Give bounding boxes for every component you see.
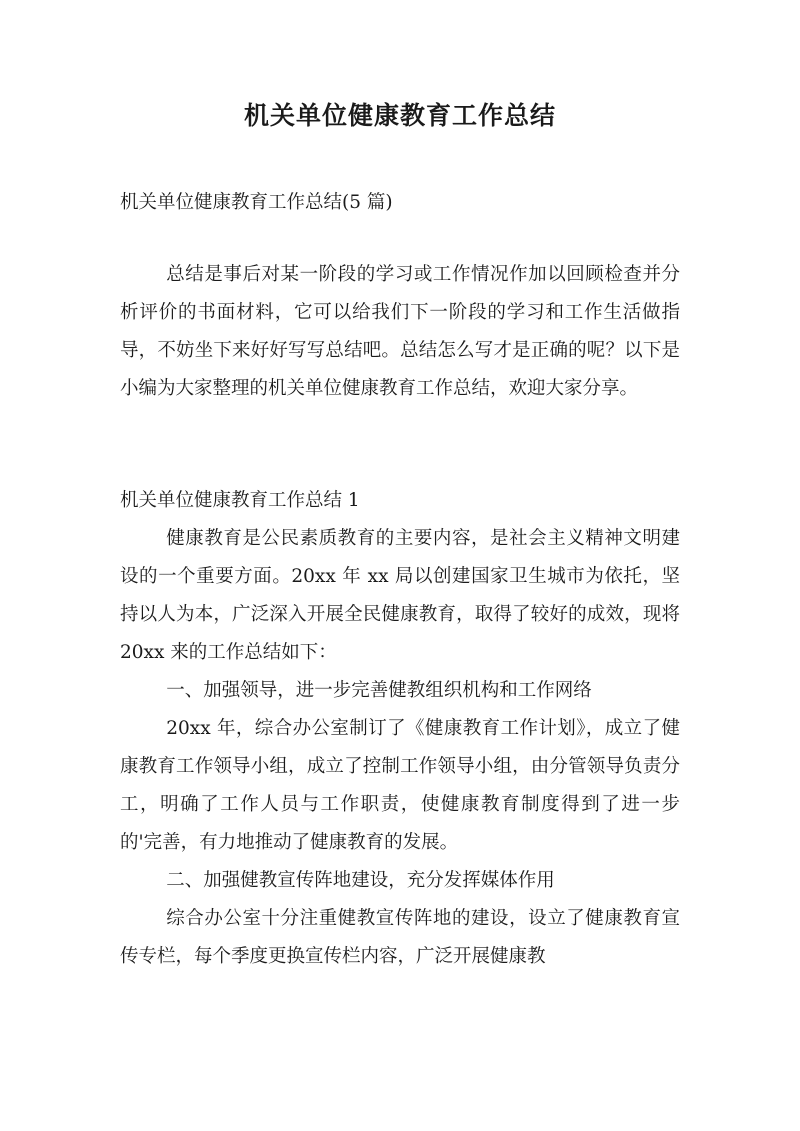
section-1 <box>120 482 680 976</box>
subheading: 一、加强领导，进一步完善健教组织机构和工作网络 <box>166 680 592 701</box>
intro-block <box>120 256 680 408</box>
intro-paragraph: 总结是事后对某一阶段的学习或工作情况作加以回顾检查并分析评价的书面材料，它可以给我们下一阶段的学习和工作生活做指导，不妨坐下来好好写写总结吧。总结怎么写才是正确的呢？以下是小编为大家整理的机关单位健康教育工作总结，欢迎大家分享。 <box>120 264 680 399</box>
body-paragraph: 综合办公室十分注重健教宣传阵地的建设，设立了健康教育宣传专栏，每个季度更换宣传栏内容，广泛开展健康教 <box>120 908 680 967</box>
subheading: 二、加强健教宣传阵地建设，充分发挥媒体作用 <box>166 870 555 891</box>
body-paragraph: 20xx 年，综合办公室制订了《健康教育工作计划》，成立了健康教育工作领导小组，成立了控制工作领导小组，由分管领导负责分工，明确了工作人员与工作职责，使健康教育制度得到了进一步的'完善，有力地推动了健康教育的发展。 <box>120 718 680 853</box>
document-subtitle: 机关单位健康教育工作总结(5 篇) <box>120 192 393 213</box>
section-heading: 机关单位健康教育工作总结 1 <box>120 490 360 511</box>
body-paragraph: 健康教育是公民素质教育的主要内容，是社会主义精神文明建设的一个重要方面。20xx 年 xx 局以创建国家卫生城市为依托，坚持以人为本，广泛深入开展全民健康教育，取得了较好的成效，现将 20xx 来的工作总结如下： <box>120 528 680 663</box>
page-title: 机关单位健康教育工作总结 <box>243 101 556 130</box>
